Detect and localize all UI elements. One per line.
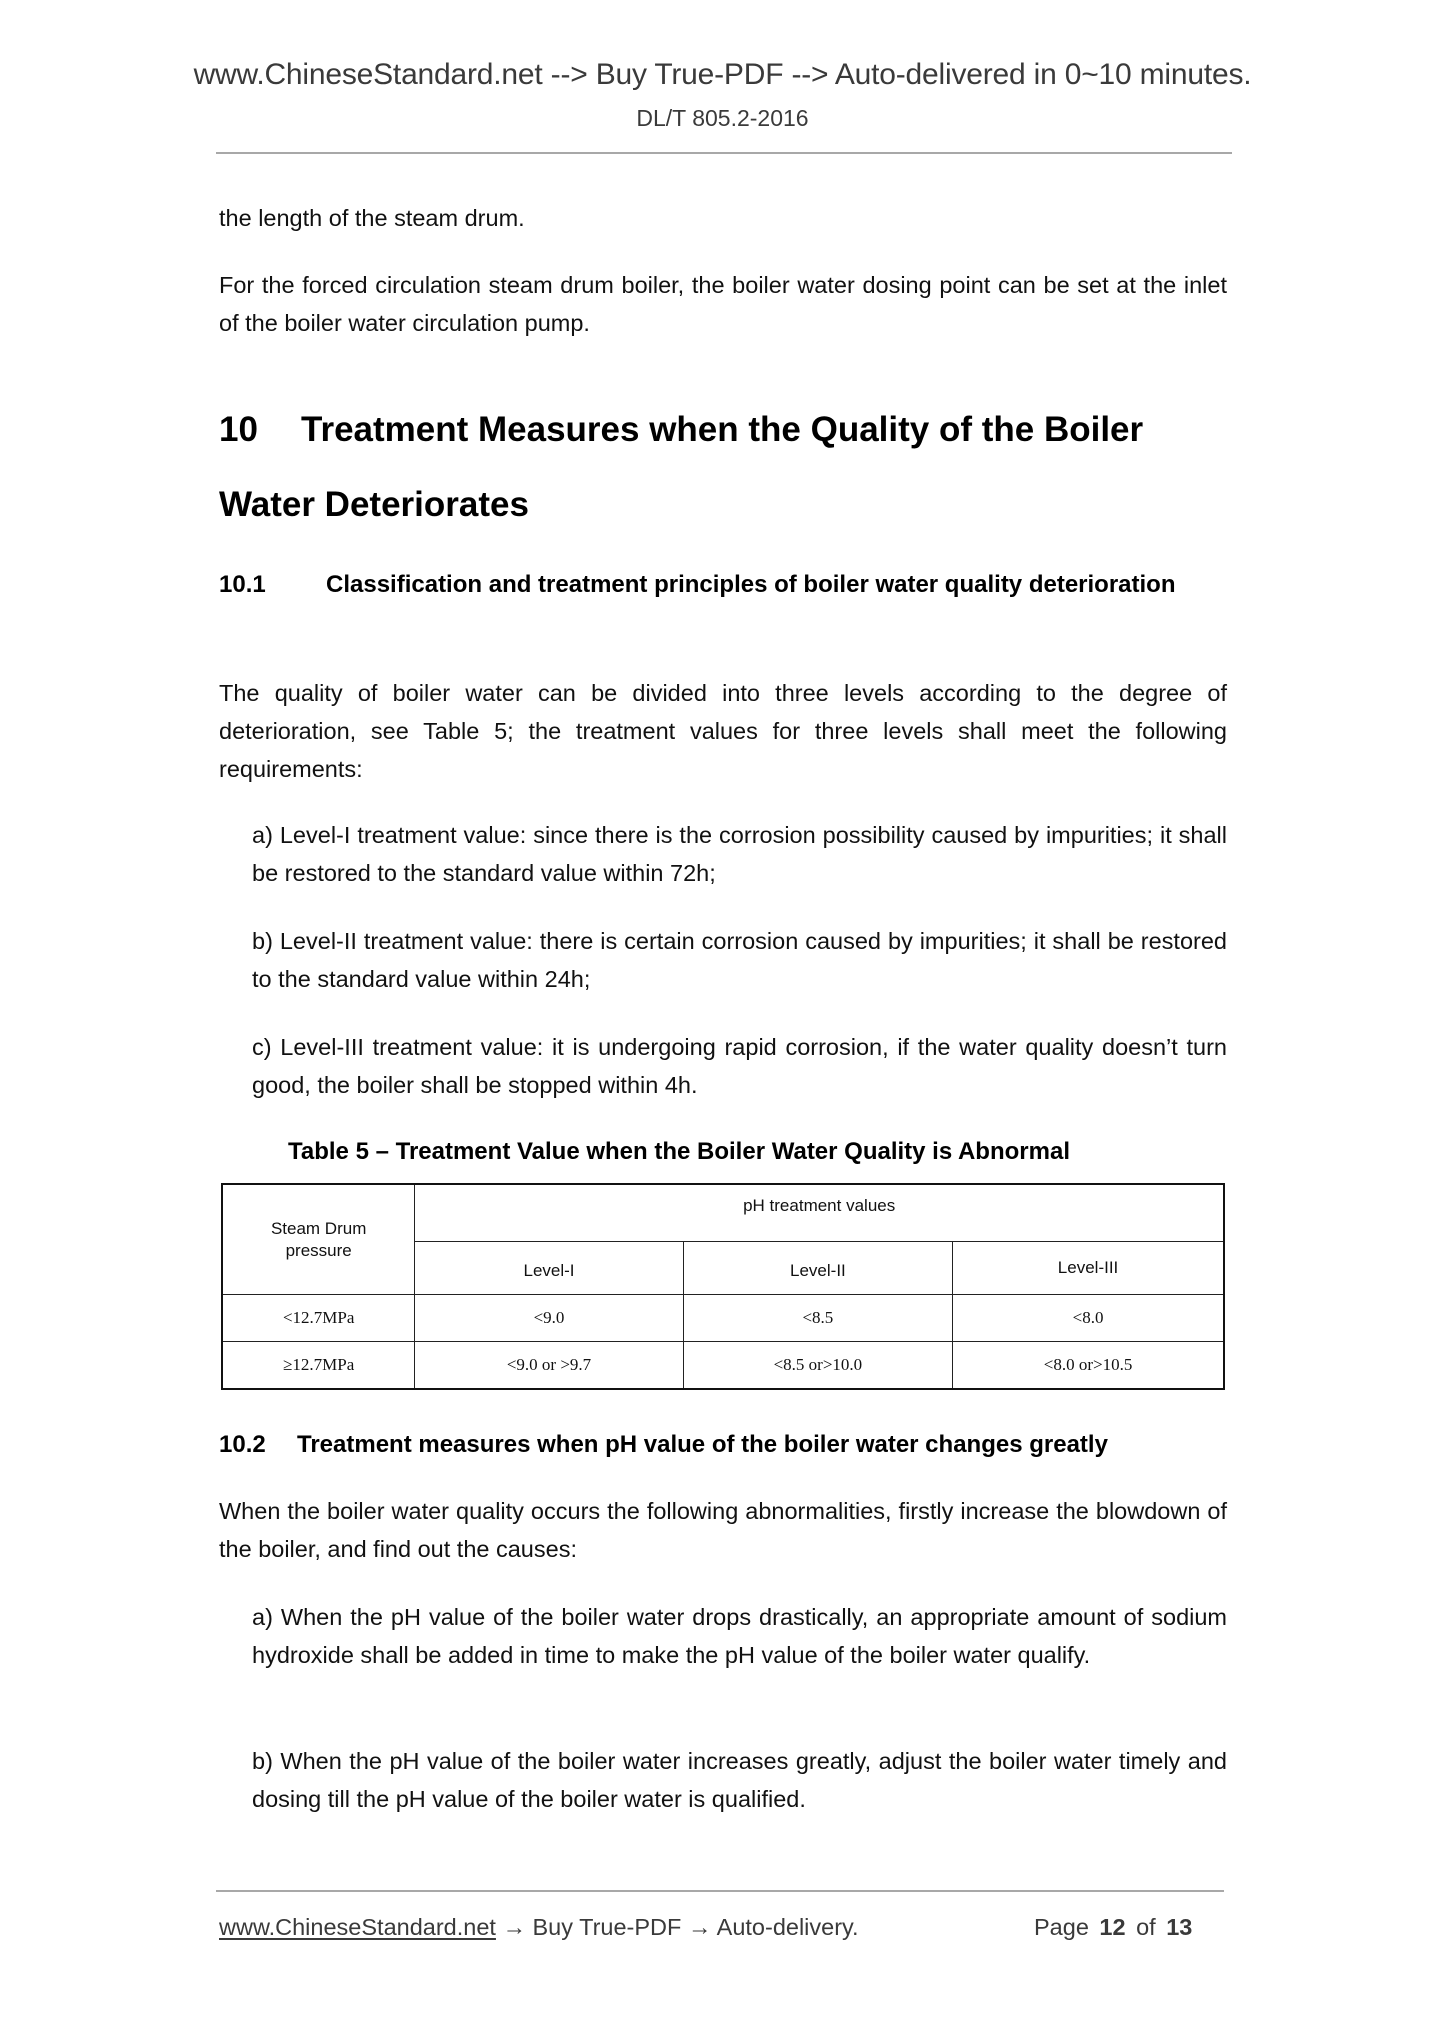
section-number: 10.2 bbox=[219, 1431, 266, 1458]
standard-code: DL/T 805.2-2016 bbox=[636, 105, 809, 131]
header-cell-level-1: Level-I bbox=[415, 1242, 683, 1295]
cell-level-3: <8.0 bbox=[953, 1295, 1224, 1342]
paragraph-abnormalities-intro: When the boiler water quality occurs the following abnormalities, firstly increase the blowdown of the boiler, and find out the causes: bbox=[219, 1498, 1227, 1562]
table-row bbox=[222, 1342, 1224, 1390]
paragraph-continued: the length of the steam drum. bbox=[219, 205, 525, 231]
table-5-caption: Table 5 – Treatment Value when the Boiler Water Quality is Abnormal bbox=[288, 1138, 1070, 1165]
list-marker: a) bbox=[252, 1604, 273, 1630]
list-text: Level-II treatment value: there is certain corrosion caused by impurities; it shall be restored to the standard value within 24h; bbox=[252, 928, 1228, 992]
header-divider bbox=[216, 152, 1232, 154]
header-cell-level-2: Level-II bbox=[683, 1242, 952, 1295]
table-row bbox=[222, 1295, 1224, 1342]
list-marker: c) bbox=[252, 1034, 272, 1060]
list-item-ph-drops bbox=[252, 1598, 1227, 1674]
paragraph-forced-circulation: For the forced circulation steam drum boiler, the boiler water dosing point can be set at the inlet of the boiler water circulation pump. bbox=[219, 272, 1227, 336]
section-title: Treatment measures when pH value of the boiler water changes greatly bbox=[297, 1431, 1108, 1458]
list-item-level-1 bbox=[252, 816, 1227, 892]
list-marker: a) bbox=[252, 822, 273, 848]
section-10-1-heading bbox=[219, 566, 1227, 604]
cell-level-3: <8.0 or>10.5 bbox=[953, 1342, 1224, 1390]
list-text: Level-III treatment value: it is undergoing rapid corrosion, if the water quality doesn’t turn good, the boiler shall be stopped within 4h. bbox=[252, 1034, 1227, 1098]
cell-level-2: <8.5 or>10.0 bbox=[683, 1342, 952, 1390]
page-label: Page bbox=[1034, 1914, 1089, 1940]
page-of: of bbox=[1136, 1914, 1156, 1940]
section-10-heading bbox=[219, 392, 1229, 542]
section-number: 10 bbox=[219, 410, 258, 449]
header-cell-level-3: Level-III bbox=[953, 1242, 1224, 1295]
list-item-ph-increases bbox=[252, 1742, 1227, 1818]
header-cell-pressure: Steam Drum pressure bbox=[222, 1184, 415, 1295]
list-text: When the pH value of the boiler water drops drastically, an appropriate amount of sodium hydroxide shall be added in time to make the pH value of the boiler water qualify. bbox=[252, 1604, 1228, 1668]
footer-promo-text: → Buy True-PDF → Auto-delivery. bbox=[495, 1914, 859, 1940]
header-banner: www.ChineseStandard.net --> Buy True-PDF --> Auto-delivered in 0~10 minutes. bbox=[193, 58, 1252, 91]
footer-divider bbox=[216, 1890, 1224, 1892]
cell-pressure: <12.7MPa bbox=[222, 1295, 415, 1342]
section-number: 10.1 bbox=[219, 571, 266, 598]
cell-level-1: <9.0 bbox=[415, 1295, 683, 1342]
list-item-level-2 bbox=[252, 922, 1227, 998]
section-10-2-heading bbox=[219, 1426, 1227, 1464]
cell-level-2: <8.5 bbox=[683, 1295, 952, 1342]
table-header-row bbox=[222, 1184, 1224, 1242]
section-title: Treatment Measures when the Quality of the Boiler Water Deteriorates bbox=[219, 410, 1144, 524]
paragraph-levels-intro: The quality of boiler water can be divided into three levels according to the degree of deterioration, see Table 5; the treatment values for three levels shall meet the following requirements: bbox=[219, 680, 1227, 782]
list-marker: b) bbox=[252, 1748, 273, 1774]
page-total: 13 bbox=[1166, 1914, 1193, 1940]
footer-site-link[interactable]: www.ChineseStandard.net bbox=[219, 1914, 496, 1940]
page-number bbox=[1034, 1912, 1192, 1942]
list-text: Level-I treatment value: since there is the corrosion possibility caused by impurities; it shall be restored to the standard value within 72h; bbox=[252, 822, 1228, 886]
cell-level-1: <9.0 or >9.7 bbox=[415, 1342, 683, 1390]
section-title: Classification and treatment principles of boiler water quality deterioration bbox=[326, 571, 1176, 598]
list-item-level-3 bbox=[252, 1028, 1227, 1104]
cell-pressure: ≥12.7MPa bbox=[222, 1342, 415, 1390]
table-5-ph-treatment bbox=[221, 1183, 1225, 1390]
list-marker: b) bbox=[252, 928, 273, 954]
header-cell-ph-group: pH treatment values bbox=[415, 1184, 1224, 1242]
footer-promo bbox=[219, 1912, 859, 1942]
page-current: 12 bbox=[1099, 1914, 1126, 1940]
list-text: When the pH value of the boiler water increases greatly, adjust the boiler water timely and dosing till the pH value of the boiler water is qualified. bbox=[252, 1748, 1227, 1812]
